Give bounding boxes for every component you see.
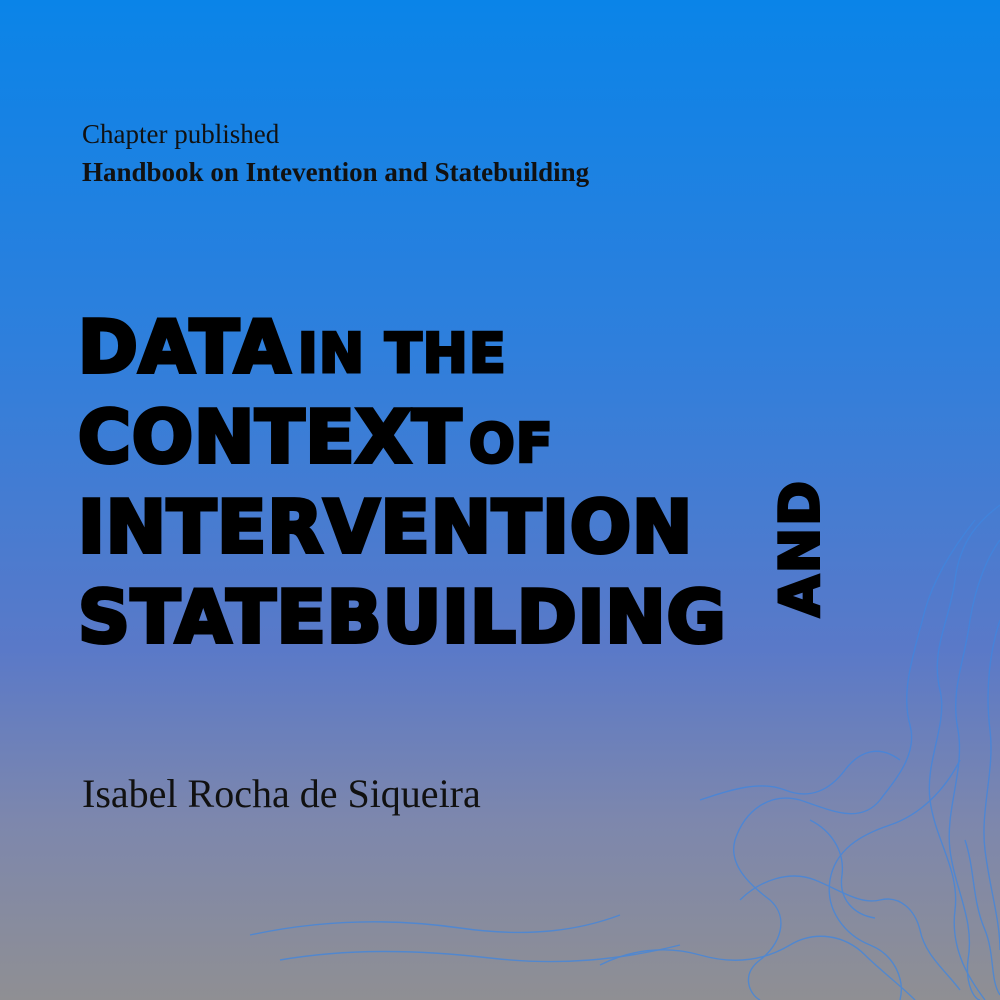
title-line-4 (78, 572, 778, 662)
title-words-in-the: IN THE (297, 322, 507, 385)
title-line-3 (78, 482, 778, 572)
chapter-title (78, 302, 778, 662)
title-word-data: DATA (78, 305, 292, 389)
title-word-and-vertical: AND (768, 479, 832, 617)
title-word-intervention: INTERVENTION (78, 485, 694, 569)
title-line-2 (78, 392, 778, 482)
publication-info (82, 116, 589, 192)
author-name: Isabel Rocha de Siqueira (82, 771, 481, 816)
title-word-of: OF (468, 412, 554, 475)
title-word-statebuilding: STATEBUILDING (78, 575, 727, 659)
publication-label: Chapter published (82, 119, 280, 149)
title-word-context: CONTEXT (78, 395, 463, 479)
title-line-1 (78, 302, 778, 392)
book-title: Handbook on Intevention and Statebuilding (82, 157, 590, 187)
